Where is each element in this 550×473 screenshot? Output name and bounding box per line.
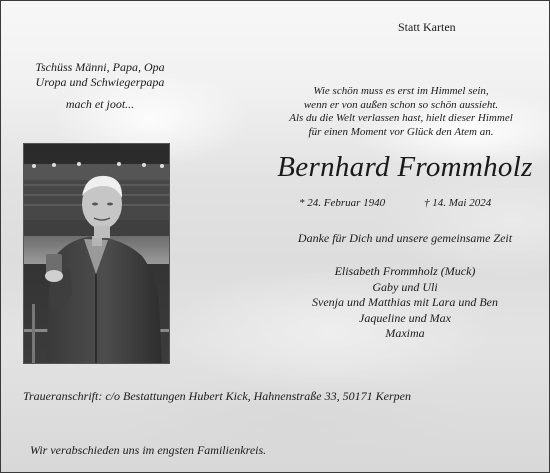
funeral-address: Traueranschrift: c/o Bestattungen Hubert Kick, Hahnenstraße 33, 50171 Kerpen <box>23 389 411 403</box>
dedication-line: Uropa und Schwiegerpapa <box>35 75 165 89</box>
birth-date: * 24. Februar 1940 <box>299 197 386 209</box>
family-member: Elisabeth Frommholz (Muck) <box>334 264 476 278</box>
deceased-name: Bernhard Frommholz <box>277 151 533 183</box>
farewell-dedication <box>25 60 175 112</box>
memorial-poem <box>269 85 533 139</box>
family-list <box>269 264 541 342</box>
farewell-note: Wir verabschieden uns im engsten Familienkreis. <box>30 443 267 457</box>
poem-line: für einen Moment vor Glück den Atem an. <box>308 125 494 138</box>
dedication-line: mach et joot... <box>65 97 135 111</box>
death-date: † 14. Mai 2024 <box>424 197 492 209</box>
family-member: Maxima <box>385 326 425 341</box>
family-member: Svenja und Matthias mit Lara und Ben <box>312 295 498 310</box>
poem-line: Als du die Welt verlassen hast, hielt dieser Himmel <box>289 112 513 124</box>
family-member: Gaby und Uli <box>372 279 438 294</box>
poem-line: Wie schön muss es erst im Himmel sein, <box>313 85 489 97</box>
portrait-photo <box>23 143 170 364</box>
poem-line: wenn er von außen schon so schön aussieht. <box>303 98 499 111</box>
statt-karten-label: Statt Karten <box>398 20 456 34</box>
dedication-line: Tschüss Männi, Papa, Opa <box>35 60 165 74</box>
thanks-line: Danke für Dich und unsere gemeinsame Zeit <box>297 231 513 245</box>
family-member: Jaqueline und Max <box>359 310 451 325</box>
